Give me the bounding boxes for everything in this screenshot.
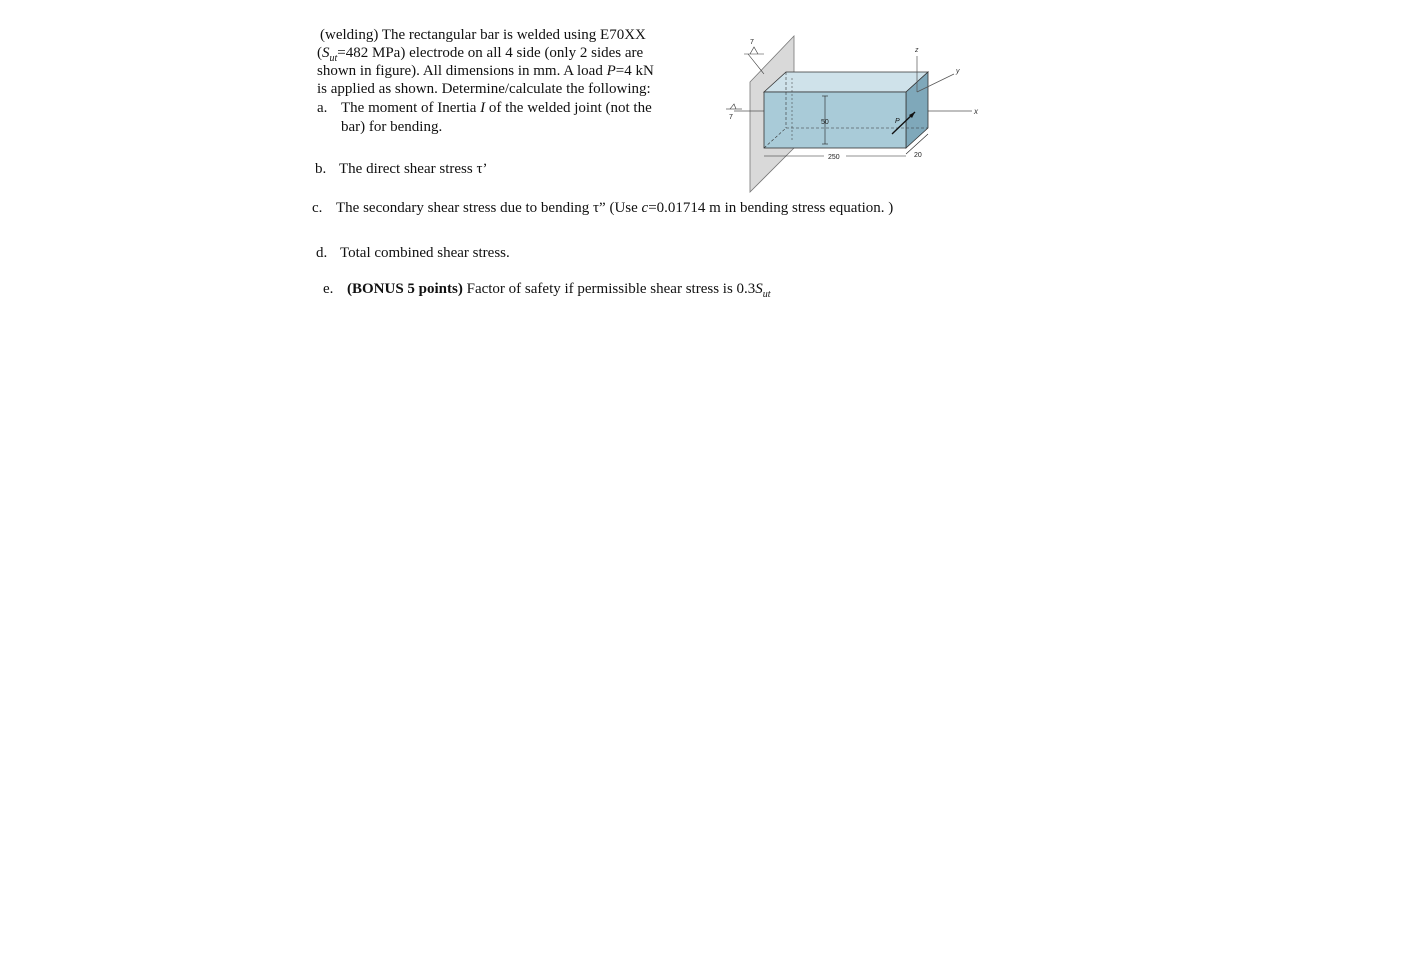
load-label: P: [895, 118, 900, 125]
weld-size-left: 7: [729, 114, 733, 121]
bar-top-face: [764, 72, 928, 92]
item-a-label: a.: [317, 100, 328, 116]
weld-symbol-top-leader: [748, 54, 764, 74]
weld-size-top: 7: [750, 39, 754, 46]
item-c-label: c.: [312, 200, 323, 216]
weld-symbol-left-triangle: [730, 104, 736, 109]
item-d: d. Total combined shear stress.: [316, 245, 510, 261]
bar-front-face: [764, 92, 906, 148]
width-dimension: 20: [914, 152, 922, 159]
item-e-label: e.: [323, 281, 334, 297]
x-axis-label: x: [974, 107, 978, 116]
item-e: e. (BONUS 5 points) Factor of safety if permissible shear stress is $0.3S_{ut}$: [323, 281, 771, 300]
weld-symbol-top-triangle: [750, 47, 758, 54]
s-ut-symbol: $S_{ut}$: [322, 45, 338, 64]
y-axis-label: y: [956, 68, 960, 75]
item-a-line-2: bar) for bending.: [341, 119, 443, 135]
item-c: c. The secondary shear stress due to bending τ” (Use c=0.01714 m in bending stress equation. ): [312, 200, 894, 216]
item-a: a. The moment of Inertia I of the welded joint (not the: [317, 100, 652, 116]
load-symbol: P: [606, 63, 616, 79]
item-d-label: d.: [316, 245, 328, 261]
length-dimension: 250: [828, 154, 840, 161]
item-b: b. The direct shear stress τ’: [315, 161, 488, 177]
z-axis-label: z: [915, 47, 919, 54]
bonus-label: (BONUS 5 points): [347, 281, 463, 297]
welded-bar-figure: [722, 30, 984, 196]
s-ut-symbol-2: $S_{ut}$: [755, 281, 771, 300]
item-b-label: b.: [315, 161, 327, 177]
intro-line-3: shown in figure). All dimensions in mm. A load P=4 kN: [317, 63, 654, 79]
intro-line-2: ($S_{ut}=482$ MPa) electrode on all 4 side (only 2 sides are: [317, 45, 644, 64]
intro-line-4: is applied as shown. Determine/calculate the following:: [317, 81, 651, 97]
height-dimension: 50: [821, 119, 829, 126]
intro-line-1: (welding) The rectangular bar is welded using E70XX: [320, 27, 646, 43]
